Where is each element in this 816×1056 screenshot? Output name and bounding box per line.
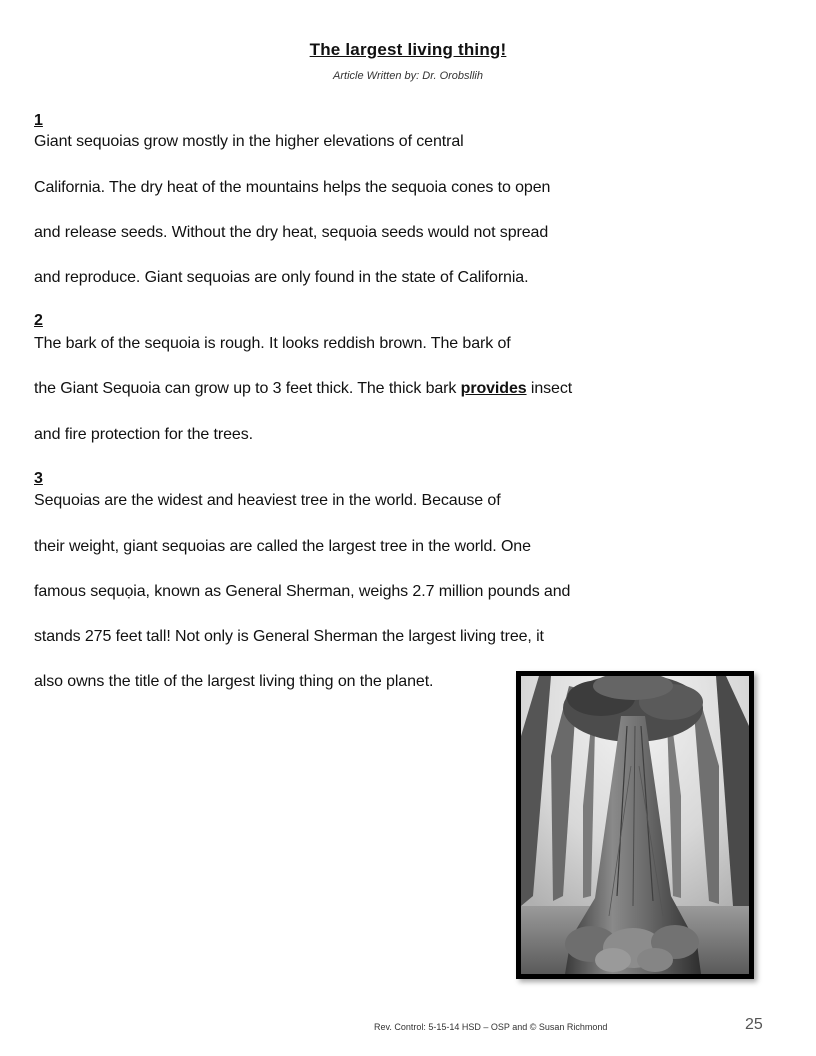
footer-revision: Rev. Control: 5-15-14 HSD – OSP and © Susan Richmond: [374, 1022, 608, 1032]
paragraph-line: also owns the title of the largest living thing on the planet.: [34, 673, 434, 690]
line-text: insect: [526, 380, 573, 397]
paragraph-line: California. The dry heat of the mountains helps the sequoia cones to open: [34, 179, 551, 196]
paragraph-line: and release seeds. Without the dry heat, sequoia seeds would not spread: [34, 224, 549, 241]
paragraph-line: The bark of the sequoia is rough. It looks reddish brown. The bark of: [34, 335, 511, 352]
paragraph-line: Giant sequoias grow mostly in the higher elevations of central: [34, 133, 464, 150]
paragraph-line: famous sequọia, known as General Sherman, weighs 2.7 million pounds and: [34, 583, 571, 600]
sequoia-tree-illustration: [521, 676, 749, 974]
article-byline: Article Written by: Dr. Orobsllih: [333, 70, 483, 82]
paragraph-line: and reproduce. Giant sequoias are only found in the state of California.: [34, 269, 529, 286]
page-title: The largest living thing!: [309, 40, 507, 59]
paragraph-line: and fire protection for the trees.: [34, 426, 253, 443]
page-number: 25: [745, 1016, 763, 1033]
sequoia-photo: [516, 671, 754, 979]
line-text: the Giant Sequoia can grow up to 3 feet thick. The thick bark: [34, 380, 461, 397]
paragraph-line: Sequoias are the widest and heaviest tree in the world. Because of: [34, 492, 501, 509]
paragraph-line: stands 275 feet tall! Not only is General Sherman the largest living tree, it: [34, 628, 544, 645]
paragraph-line-with-vocab: [34, 380, 572, 398]
paragraph-number: 1: [34, 112, 43, 129]
vocab-word: provides: [460, 380, 527, 397]
paragraph-line: their weight, giant sequoias are called the largest tree in the world. One: [34, 538, 531, 555]
paragraph-number: 3: [34, 470, 43, 487]
paragraph-number: 2: [34, 312, 43, 329]
